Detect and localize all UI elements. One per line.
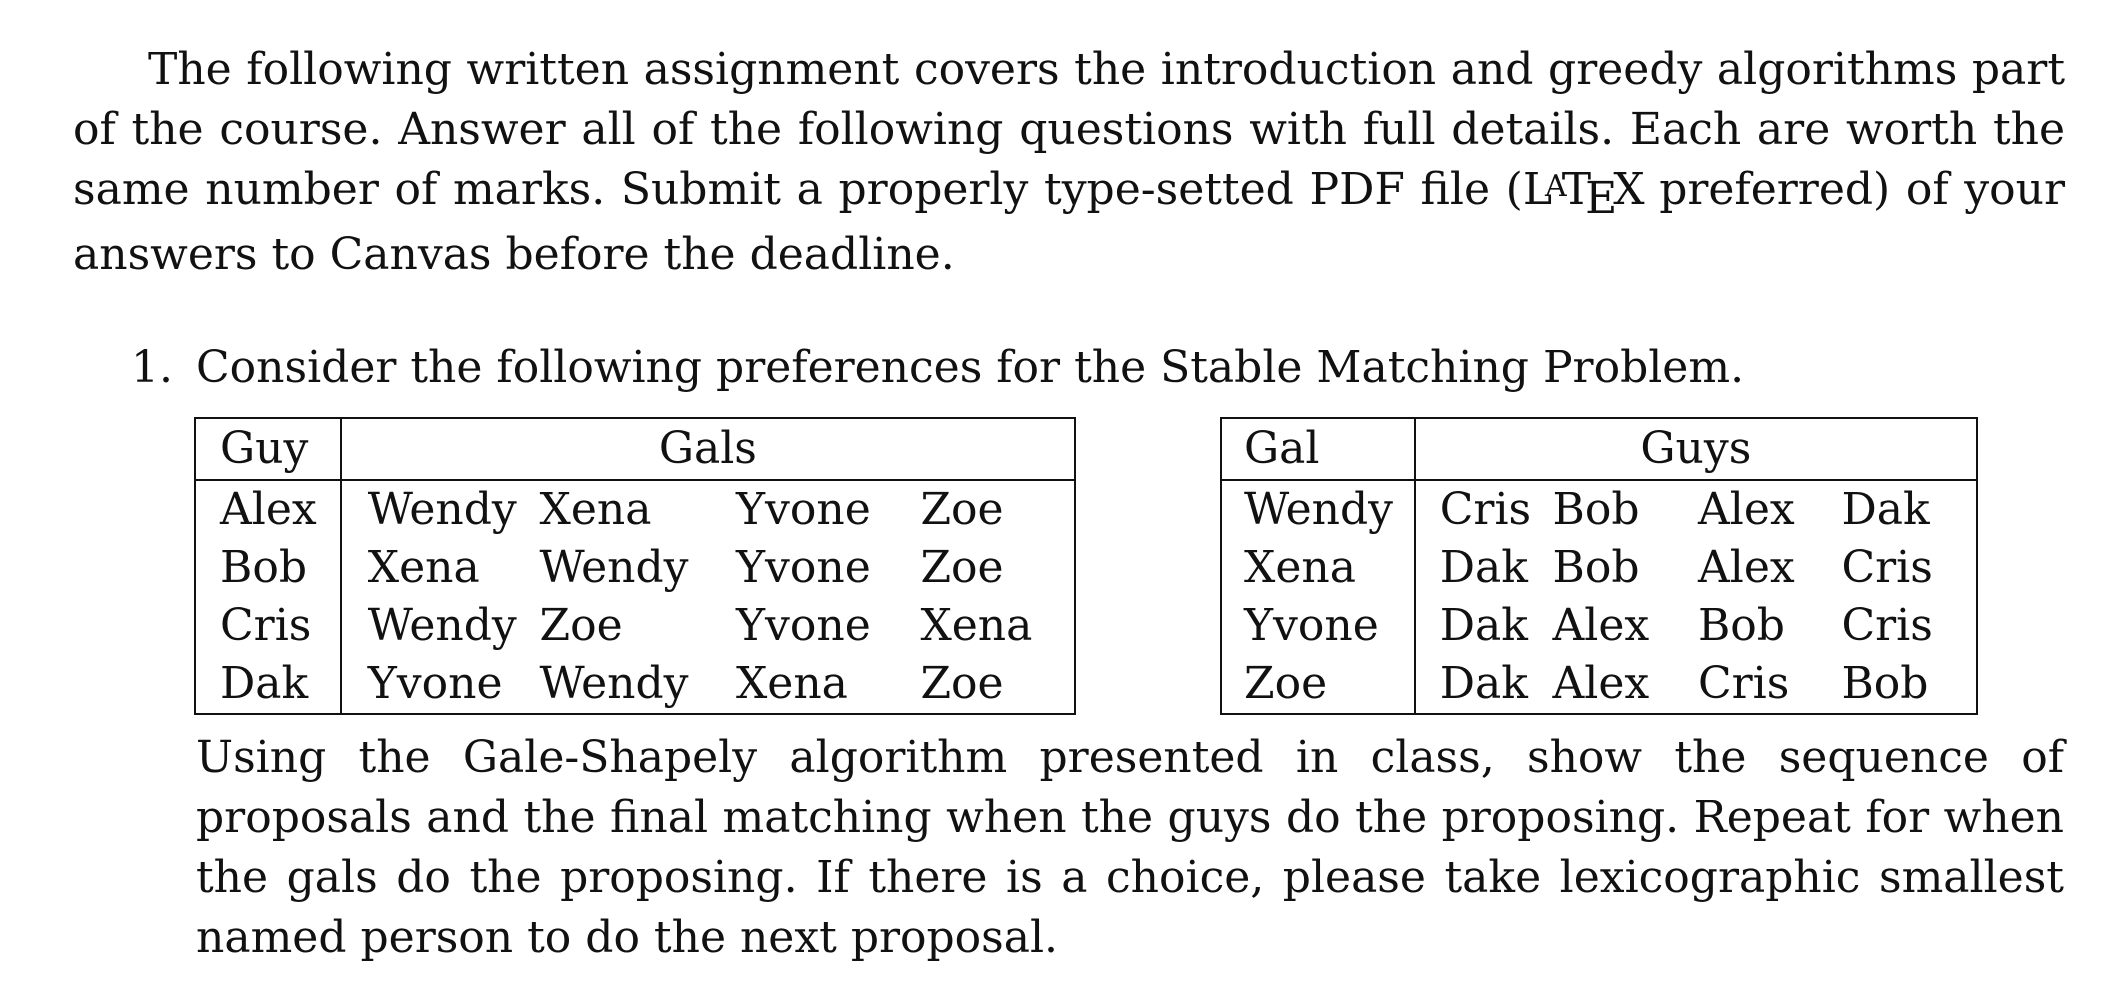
guys-preference-table bbox=[194, 417, 1076, 715]
table-row bbox=[195, 655, 1075, 714]
pref-cell: Bob bbox=[1552, 484, 1640, 535]
gals-preference-table bbox=[1220, 417, 1978, 715]
row-name: Xena bbox=[1221, 539, 1415, 597]
pref-cell: Xena bbox=[735, 658, 848, 709]
row-name: Yvone bbox=[1221, 597, 1415, 655]
pref-cell: Wendy bbox=[367, 600, 517, 651]
pref-cell: Wendy bbox=[539, 658, 689, 709]
pref-cell: Cris bbox=[1439, 484, 1532, 535]
question-1-prompt bbox=[131, 338, 1744, 398]
pref-cell: Zoe bbox=[920, 484, 1004, 535]
pref-cell: Zoe bbox=[920, 542, 1004, 593]
pref-cell: Xena bbox=[367, 542, 480, 593]
pref-cell: Cris bbox=[1841, 600, 1933, 651]
header-gal: Gal bbox=[1221, 418, 1415, 480]
pref-cell: Wendy bbox=[367, 484, 517, 535]
table-header-row bbox=[1221, 418, 1977, 480]
question-1-text: Consider the following preferences for the Stable Matching Problem. bbox=[196, 342, 1745, 393]
pref-cell: Xena bbox=[920, 600, 1033, 651]
pref-cell: Cris bbox=[1841, 542, 1933, 593]
pref-cell: Alex bbox=[1552, 658, 1650, 709]
row-name: Zoe bbox=[1221, 655, 1415, 714]
intro-text-part2: preferred) of your answers to Canvas before the deadline. bbox=[73, 164, 2065, 280]
header-guy: Guy bbox=[195, 418, 341, 480]
intro-text-part1: The following written assignment covers the introduction and greedy algorithms part of the course. Answer all of the following questions with full details. Each are worth the same number of marks. Submit a properly type-setted PDF file ( bbox=[73, 44, 2065, 215]
pref-cell: Dak bbox=[1841, 484, 1930, 535]
pref-cell: Alex bbox=[1697, 542, 1795, 593]
pref-cell: Wendy bbox=[539, 542, 689, 593]
pref-cell: Bob bbox=[1552, 542, 1640, 593]
pref-cell: Bob bbox=[1697, 600, 1785, 651]
pref-cell: Alex bbox=[1552, 600, 1650, 651]
row-name: Alex bbox=[195, 480, 341, 539]
pref-cell: Xena bbox=[539, 484, 652, 535]
row-name: Wendy bbox=[1221, 480, 1415, 539]
table-row bbox=[195, 539, 1075, 597]
table-header-row bbox=[195, 418, 1075, 480]
intro-paragraph bbox=[73, 40, 2065, 285]
table-row bbox=[1221, 539, 1977, 597]
pref-cell: Dak bbox=[1439, 600, 1528, 651]
pref-cell: Yvone bbox=[367, 658, 503, 709]
pref-cell: Dak bbox=[1439, 658, 1528, 709]
pref-cell: Dak bbox=[1439, 542, 1528, 593]
pref-cell: Bob bbox=[1841, 658, 1929, 709]
question-number: 1. bbox=[131, 342, 173, 393]
pref-cell: Yvone bbox=[735, 484, 871, 535]
header-guys: Guys bbox=[1415, 418, 1977, 480]
row-name: Dak bbox=[195, 655, 341, 714]
header-gals: Gals bbox=[341, 418, 1075, 480]
latex-logo: LATEX bbox=[1522, 164, 1644, 224]
table-row bbox=[1221, 480, 1977, 539]
pref-cell: Yvone bbox=[735, 542, 871, 593]
table-row bbox=[1221, 655, 1977, 714]
pref-cell: Cris bbox=[1697, 658, 1790, 709]
row-name: Bob bbox=[195, 539, 341, 597]
pref-cell: Yvone bbox=[735, 600, 871, 651]
table-row bbox=[195, 597, 1075, 655]
row-name: Cris bbox=[195, 597, 341, 655]
table-row bbox=[195, 480, 1075, 539]
pref-cell: Alex bbox=[1697, 484, 1795, 535]
question-1-instructions: Using the Gale-Shapely algorithm presented in class, show the sequence of proposals and the final matching when the guys do the proposing. Repeat for when the gals do the proposing. If there is a choice, please take lexicographic smallest named person to do the next proposal. bbox=[196, 732, 2064, 963]
pref-cell: Zoe bbox=[920, 658, 1004, 709]
pref-cell: Zoe bbox=[539, 600, 623, 651]
table-row bbox=[1221, 597, 1977, 655]
